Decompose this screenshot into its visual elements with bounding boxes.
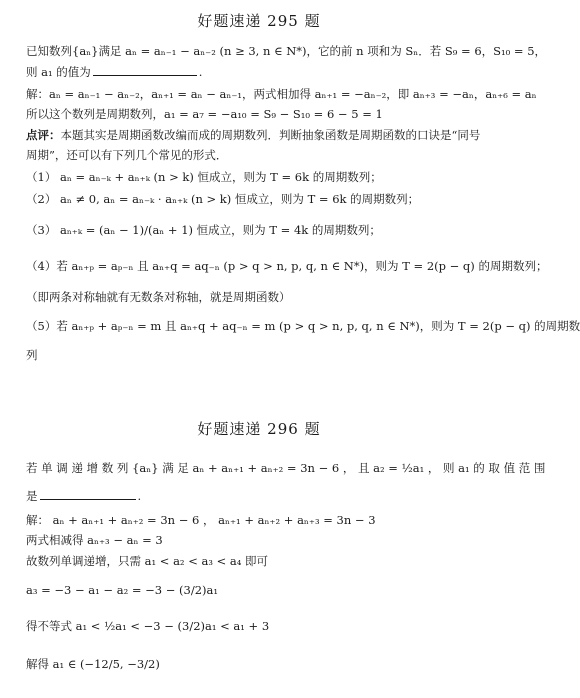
- p295-line-1: 已知数列{aₙ}满足 aₙ = aₙ₋₁ − aₙ₋₂ (n ≥ 3, n ∈ N*)，它的前 n 项和为 Sₙ．若 S₉ = 6，S₁₀ = 5，: [26, 44, 547, 58]
- p295-line-4: 所以这个数列是周期数列，a₁ = a₇ = −a₁₀ = S₉ − S₁₀ = 6 − 5 = 1: [26, 107, 383, 121]
- p296-line-1: 若 单 调 递 增 数 列 {aₙ} 满 足 aₙ + aₙ₊₁ + aₙ₊₂ = 3n − 6 ， 且 a₂ = ½a₁ ， 则 a₁ 的 取 值 范 围: [26, 461, 546, 475]
- p296-line-2: 是 .: [26, 489, 142, 503]
- p295-line-12: （5）若 aₙ₊ₚ + aₚ₋ₙ = m 且 aₙ₊q + aq₋ₙ = m (p > q > n, p, q, n ∈ N*)，则为 T = 2(p − q) 的周期数: [26, 319, 580, 333]
- p295-line-10: （4）若 aₙ₊ₚ = aₚ₋ₙ 且 aₙ₊q = aq₋ₙ (p > q > n, p, q, n ∈ N*)，则为 T = 2(p − q) 的周期数列；: [26, 259, 548, 273]
- p295-line-2: 则 a₁ 的值为 .: [26, 65, 203, 79]
- p296-line-8: 解得 a₁ ∈ (−12/5, −3/2): [26, 657, 160, 671]
- p295-line-5: [26, 127, 480, 143]
- p296-line-7: 得不等式 a₁ < ½a₁ < −3 − (3/2)a₁ < a₁ + 3: [26, 619, 270, 633]
- p295-line-11: （即两条对称轴就有无数条对称轴，就是周期函数）: [26, 290, 291, 304]
- p295-line-8: （2） aₙ ≠ 0, aₙ = aₙ₋ₖ · aₙ₊ₖ (n > k) 恒成立，则为 T = 6k 的周期数列；: [26, 192, 420, 206]
- p295-line-13: 列: [26, 348, 38, 362]
- p295-line-2-text: 则 a₁ 的值为: [26, 65, 91, 79]
- p295-line-9: （3） aₙ₊ₖ = (aₙ − 1)/(aₙ + 1) 恒成立，则为 T = 4k 的周期数列；: [26, 223, 381, 237]
- answer-blank: [93, 64, 197, 76]
- p296-line-5: 故数列单调递增，只需 a₁ < a₂ < a₃ < a₄ 即可: [26, 554, 269, 568]
- p296-line-6: a₃ = −3 − a₁ − a₂ = −3 − (3/2)a₁: [26, 583, 218, 597]
- p295-line-3: 解：aₙ = aₙ₋₁ − aₙ₋₂，aₙ₊₁ = aₙ − aₙ₋₁，两式相加得 aₙ₊₁ = −aₙ₋₂，即 aₙ₊₃ = −aₙ，aₙ₊₆ = aₙ: [26, 87, 537, 101]
- p295-line-7: （1） aₙ = aₙ₋ₖ + aₙ₊ₖ (n > k) 恒成立，则为 T = 6k 的周期数列；: [26, 170, 382, 184]
- p296-line-3: 解： aₙ + aₙ₊₁ + aₙ₊₂ = 3n − 6 ， aₙ₊₁ + aₙ₊₂ + aₙ₊₃ = 3n − 3: [26, 513, 376, 527]
- p295-line-5-text: 本题其实是周期函数改编而成的周期数列．判断抽象函数是周期函数的口诀是“同号: [60, 128, 481, 142]
- p296-line-2-text: 是: [26, 489, 38, 503]
- answer-blank: [40, 488, 136, 500]
- p295-line-6: 周期”，还可以有下列几个常见的形式．: [26, 148, 228, 162]
- problem-296-title: 好题速递 296 题: [197, 420, 321, 438]
- note-label: 点评：: [26, 128, 61, 142]
- p296-line-4: 两式相减得 aₙ₊₃ − aₙ = 3: [26, 533, 163, 547]
- problem-295-title: 好题速递 295 题: [197, 12, 321, 30]
